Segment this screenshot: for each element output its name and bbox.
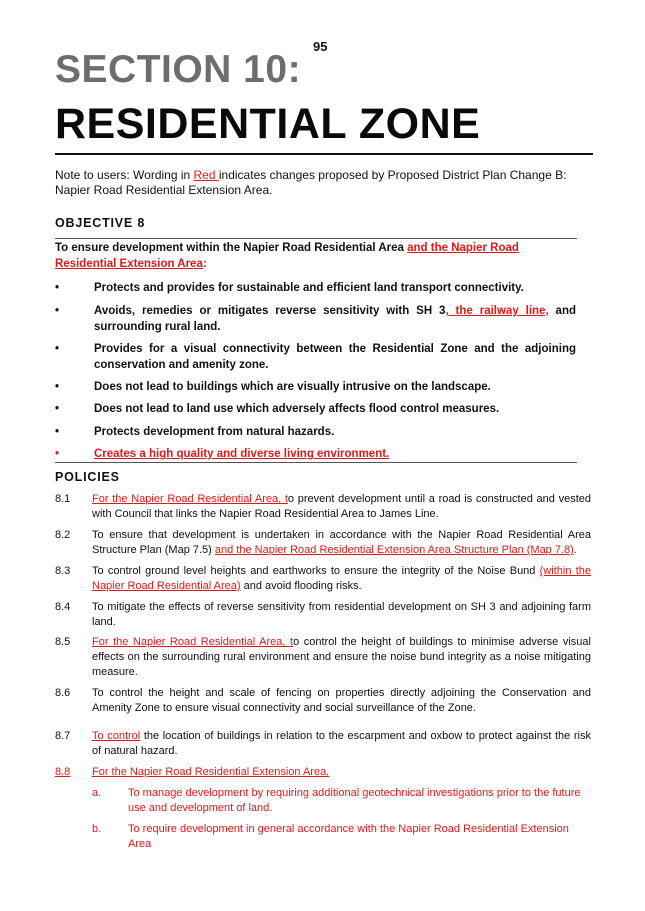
policy-text: To mitigate the effects of reverse sensitivity from residential development on SH 3 and adjoining farm land. (92, 601, 591, 628)
title-divider (55, 153, 593, 155)
policy-number: 8.6 (55, 687, 71, 699)
policies-heading: POLICIES (55, 470, 120, 484)
policy-text-red: For the Napier Road Residential Area, t (92, 636, 294, 648)
objective-heading: OBJECTIVE 8 (55, 216, 146, 230)
policy-number: 8.2 (55, 529, 71, 541)
note-text-after: indicates changes proposed by Proposed District Plan Change B: Napier Road Residential Extension Area. (55, 168, 567, 197)
policy-number: 8.8 (55, 766, 71, 778)
objective-divider-bottom (55, 462, 577, 463)
bullet-text: Provides for a visual connectivity between the Residential Zone and the adjoining conservation and amenity zone. (94, 343, 576, 371)
policy-text-red: (within the Napier Road Residential Area) (92, 565, 591, 592)
sub-item-text: To require development in general accordance with the Napier Road Residential Extension Area (128, 823, 569, 850)
bullet-text: Does not lead to buildings which are visually intrusive on the landscape. (94, 381, 491, 393)
bullet-text-red: , the railway line, (445, 305, 549, 317)
policy-number: 8.1 (55, 493, 71, 505)
bullet-dot: • (55, 403, 60, 415)
policy-number: 8.7 (55, 730, 71, 742)
sub-item-text: To manage development by requiring additional geotechnical investigations prior to the future use and development of land. (128, 787, 581, 814)
objective-intro (55, 241, 577, 272)
bullet-dot: • (55, 426, 60, 438)
policy-text-body: o control the height of buildings to minimise adverse visual effects on the surrounding rural environment and ensure the noise bund integrity as a noise mitigating measure. (92, 636, 591, 678)
note-red-word: Red (193, 168, 219, 182)
bullet-dot: • (55, 343, 60, 355)
objective-intro-end: : (202, 257, 207, 270)
policy-number: 8.5 (55, 636, 71, 648)
objective-intro-red: and the Napier Road Residential Extension Area (55, 242, 519, 270)
policy-text-body: To ensure that development is undertaken in accordance with the Napier Road Residential Area Structure Plan (Map 7.5) (92, 529, 591, 556)
policy-text-body: o prevent development until a road is constructed and vested with Council that links the Napier Road Residential Area to James Line. (92, 493, 591, 520)
policy-text-body: the location of buildings in relation to the escarpment and oxbow to protect against the risk of natural hazard. (92, 730, 591, 757)
bullet-text-after: and surrounding rural land. (94, 305, 576, 333)
policy-number: 8.4 (55, 601, 71, 613)
bullet-text (94, 303, 576, 335)
zone-title: RESIDENTIAL ZONE (55, 100, 481, 148)
policy-text-body: To control ground level heights and earthworks to ensure the integrity of the Noise Bund (92, 565, 540, 577)
policy-number: 8.3 (55, 565, 71, 577)
bullet-dot: • (55, 305, 60, 317)
policy-text (92, 564, 591, 594)
section-title: SECTION 10: (55, 48, 302, 91)
bullet-text-red: Creates a high quality and diverse living environment. (94, 448, 390, 460)
bullet-dot: • (55, 381, 60, 393)
bullet-dot: • (55, 448, 60, 460)
bullet-text-before: Avoids, remedies or mitigates reverse sensitivity with SH 3 (94, 305, 446, 317)
note-to-users (55, 168, 585, 198)
policy-text-red: For the Napier Road Residential Area, t (92, 493, 288, 505)
policy-text (92, 528, 591, 558)
objective-intro-text: To ensure development within the Napier Road Residential Area (55, 242, 408, 254)
policy-text (92, 729, 591, 759)
policy-text-red: and the Napier Road Residential Extension Area Structure Plan (Map 7.8) (214, 544, 574, 556)
policy-text-end: . (573, 544, 577, 556)
bullet-text: Does not lead to land use which adversely affects flood control measures. (94, 403, 500, 415)
policy-text-red: To control (92, 730, 141, 742)
sub-item-letter: b. (92, 823, 102, 835)
policy-text (92, 635, 591, 680)
bullet-text: Protects development from natural hazards. (94, 426, 335, 438)
objective-divider-top (55, 238, 577, 239)
policy-text: To control the height and scale of fencing on properties directly adjoining the Conservation and Amenity Zone to ensure visual connectivity and social surveillance of the Zone. (92, 687, 591, 714)
policy-text (92, 492, 591, 522)
policy-text-red: For the Napier Road Residential Extension Area, (92, 766, 330, 778)
page-number: 95 (313, 39, 328, 54)
bullet-text: Protects and provides for sustainable and efficient land transport connectivity. (94, 282, 524, 294)
note-text-before: Note to users: Wording in (55, 168, 194, 182)
bullet-dot: • (55, 282, 60, 294)
sub-item-letter: a. (92, 787, 102, 799)
policy-text-end: and avoid flooding risks. (240, 580, 362, 592)
